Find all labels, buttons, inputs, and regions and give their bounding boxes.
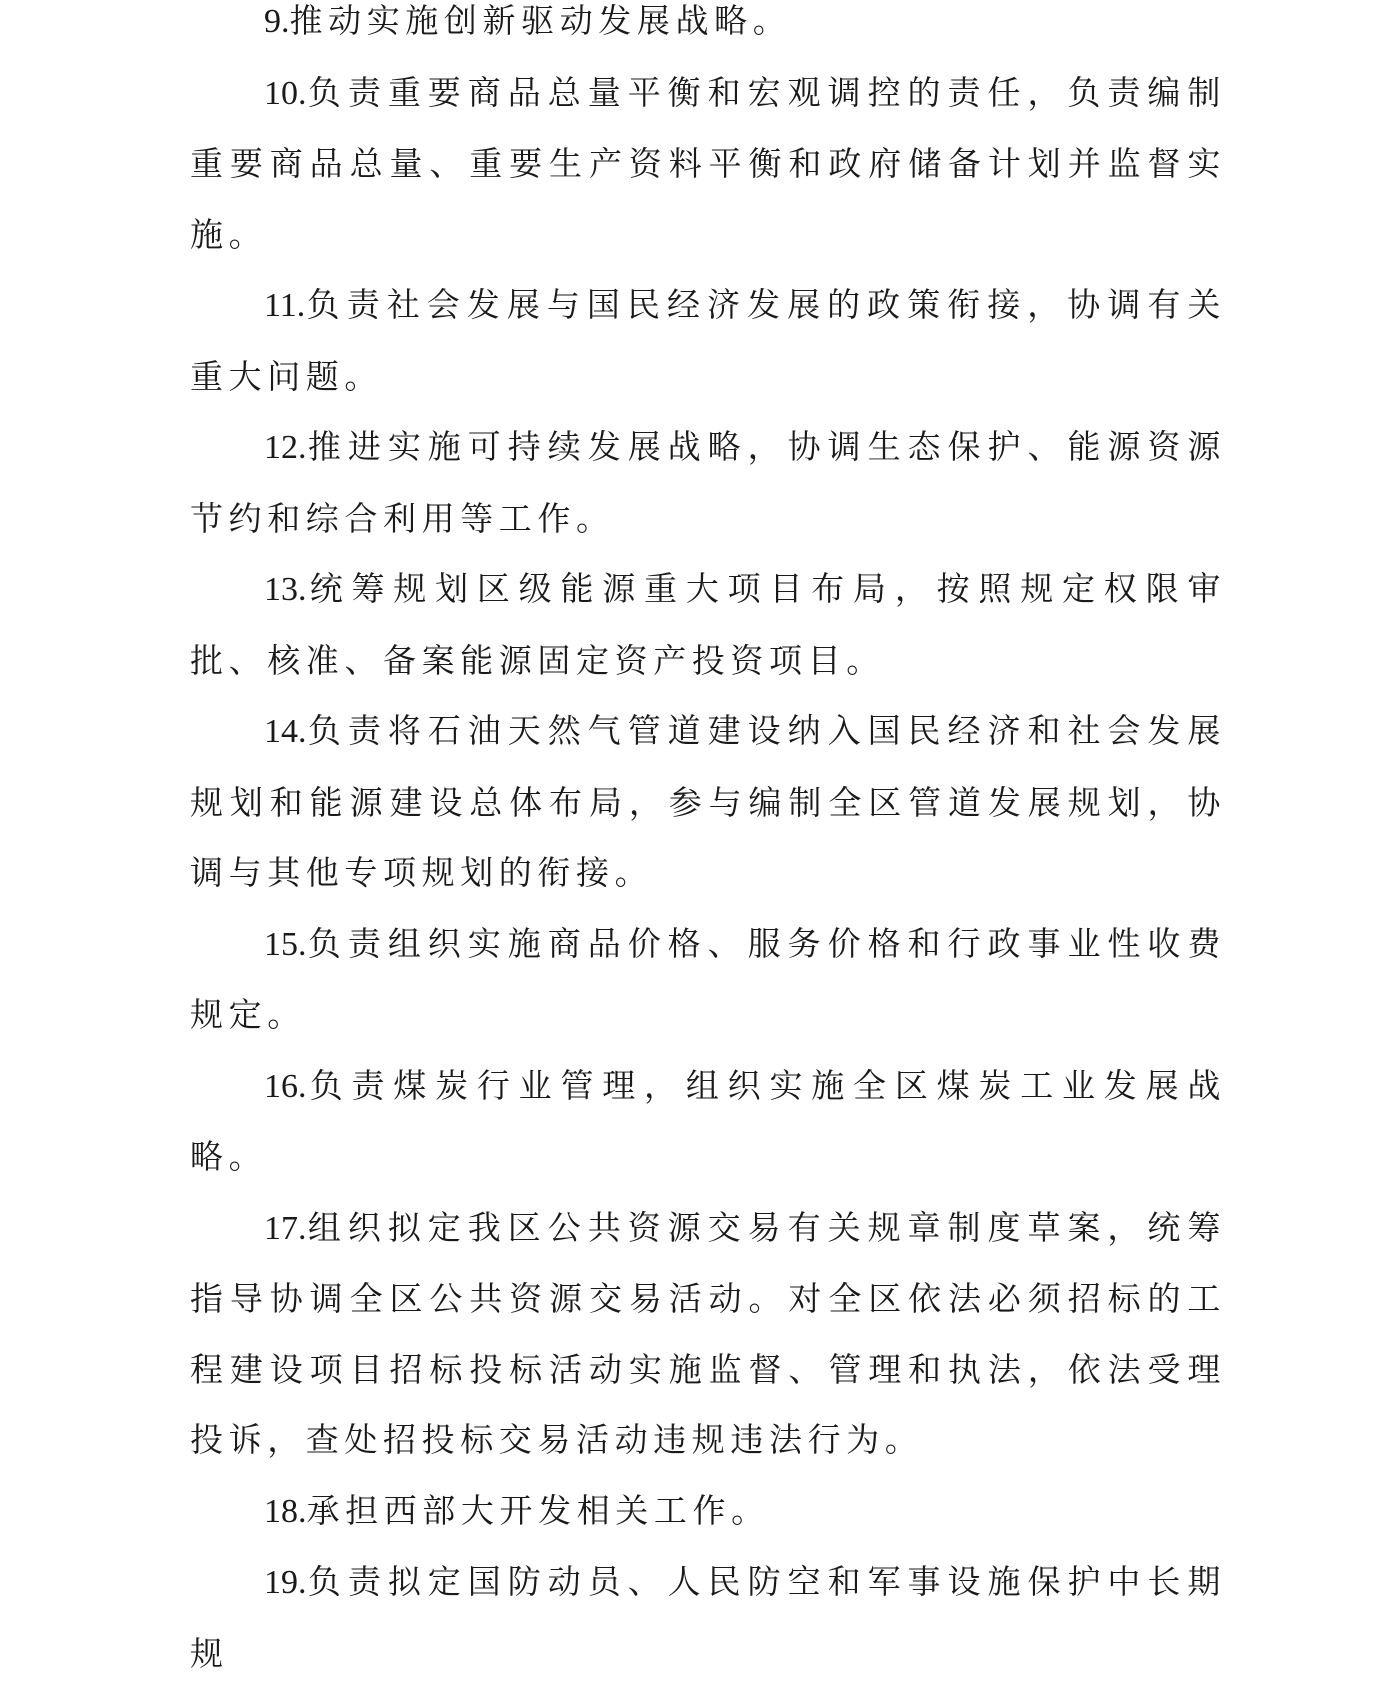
item-number: 10. [264,74,307,112]
paragraph-text: 推动实施创新驱动发展战略。 [289,1,792,40]
paragraph-text: 负责重要商品总量平衡和宏观调控的责任，负责编制重要商品总量、重要生产资料平衡和政府储备计划并监督实施。 [190,72,1226,254]
item-number: 13. [264,571,307,608]
paragraph-text: 负责社会发展与国民经济发展的政策衔接，协调有关重大问题。 [190,285,1226,396]
item-number: 17. [264,1209,307,1247]
paragraph-text: 负责煤炭行业管理，组织实施全区煤炭工业发展战略。 [190,1065,1226,1176]
paragraph-item-16 [190,1051,1226,1193]
item-number: 18. [264,1492,307,1530]
paragraph-text: 负责拟定国防动员、人民防空和军事设施保护中长期规 [190,1562,1226,1673]
item-number: 14. [264,713,307,750]
item-number: 12. [264,429,307,466]
paragraph-item-10 [190,58,1226,271]
paragraph-text: 负责将石油天然气管道建设纳入国民经济和社会发展规划和能源建设总体布局，参与编制全区管道发展规划，协调与其他专项规划的衔接。 [190,711,1226,892]
paragraph-text: 承担西部大开发相关工作。 [306,1490,770,1530]
document-body [190,0,1226,1689]
paragraph-text: 统筹规划区级能源重大项目布局，按照规定权限审批、核准、备案能源固定资产投资项目。 [190,569,1226,680]
item-number: 15. [264,925,307,963]
item-number: 11. [264,287,306,324]
item-number: 19. [264,1564,307,1601]
paragraph-item-15 [190,909,1226,1051]
paragraph-item-17 [190,1193,1226,1476]
paragraph-item-13 [190,554,1226,696]
paragraph-text: 组织拟定我区公共资源交易有关规章制度草案，统筹指导协调全区公共资源交易活动。对全区依法必须招标的工程建设项目招标投标活动实施监督、管理和执法，依法受理投诉，查处招投标交易活动违规违法行为。 [190,1207,1226,1459]
item-number: 16. [264,1067,307,1105]
paragraph-item-19 [190,1547,1226,1689]
paragraph-item-9 [190,0,1226,58]
paragraph-item-14 [190,696,1226,909]
paragraph-text: 推进实施可持续发展战略，协调生态保护、能源资源节约和综合利用等工作。 [190,427,1226,538]
item-number: 9. [264,3,290,40]
paragraph-item-12 [190,412,1226,554]
paragraph-item-11 [190,270,1226,412]
paragraph-text: 负责组织实施商品价格、服务价格和行政事业性收费规定。 [190,923,1226,1034]
paragraph-item-18 [190,1476,1226,1548]
